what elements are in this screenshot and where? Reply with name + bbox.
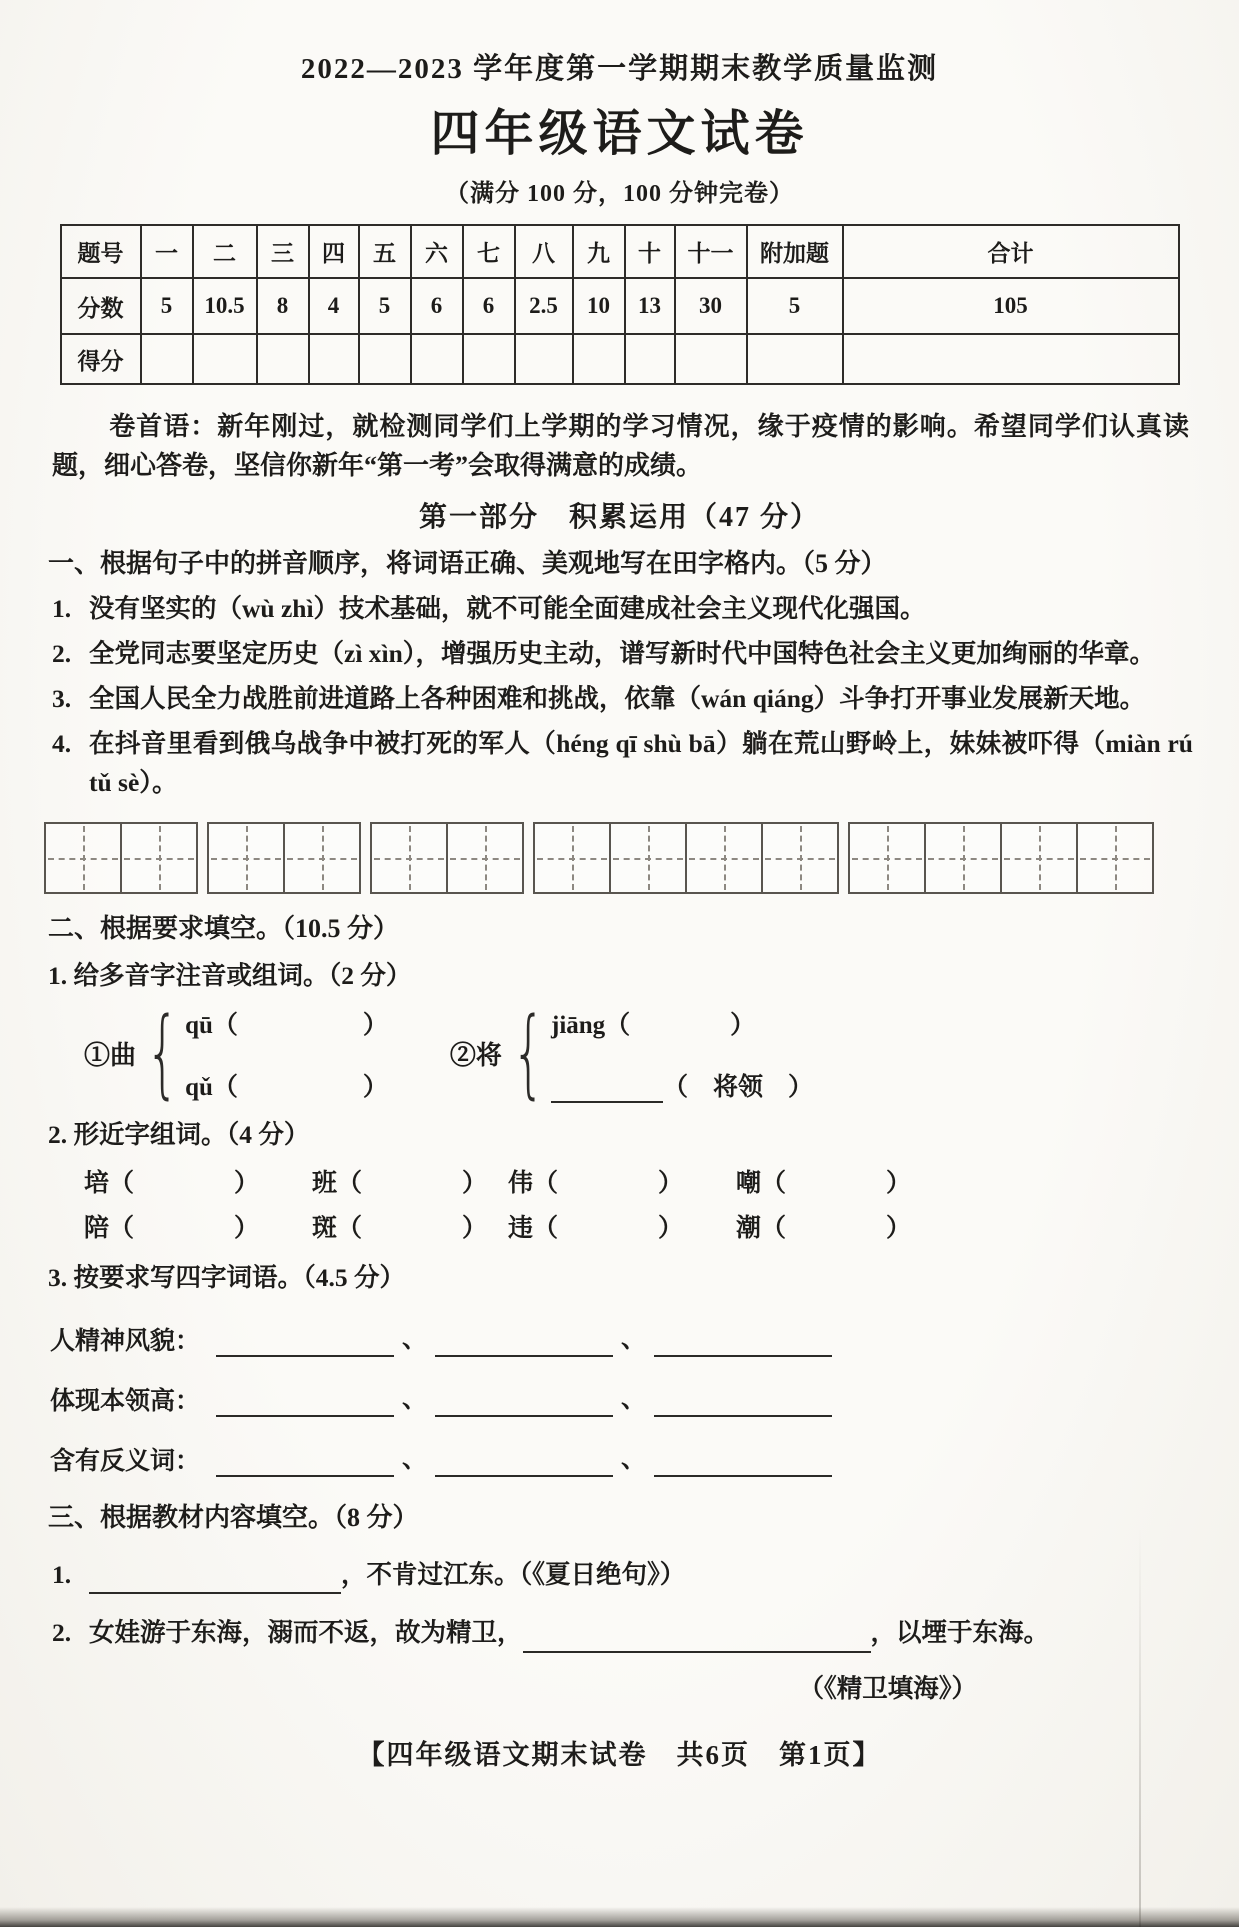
item-number: 1. <box>52 1560 72 1590</box>
answer-blank <box>216 1389 394 1417</box>
enumeration-comma: 、 <box>621 1325 647 1353</box>
enumeration-comma: 、 <box>621 1385 647 1413</box>
item-number: 2. <box>52 1618 72 1648</box>
score-table-value-cell: 5 <box>747 278 843 334</box>
answer-blank <box>523 1625 871 1653</box>
score-table-col-header: 二 <box>193 225 257 278</box>
answer-blank <box>435 1329 613 1357</box>
score-table-blank-cell <box>463 334 515 384</box>
word-blank: 伟（ ） <box>508 1169 684 1197</box>
score-table-col-header: 八 <box>515 225 573 278</box>
score-table-blank-cell <box>309 334 359 384</box>
word-blank: 斑（ ） <box>312 1214 488 1242</box>
sub-question-1-heading: 1. 给多音字注音或组词。（2 分） <box>48 960 412 990</box>
polyphone-line: qū（ ） <box>185 1011 388 1039</box>
tianzige-group <box>848 822 1154 894</box>
answer-blank <box>435 1389 613 1417</box>
score-table-col-header: 七 <box>463 225 515 278</box>
item-number: 2. <box>52 638 72 668</box>
question-three-heading: 三、根据教材内容填空。（8 分） <box>48 1502 419 1532</box>
score-table-value-cell: 5 <box>141 278 193 334</box>
score-table-col-header: 一 <box>141 225 193 278</box>
score-table-value-cell: 6 <box>411 278 463 334</box>
score-table-row-label: 分数 <box>61 278 141 334</box>
idiom-row-label: 人精神风貌： <box>50 1327 201 1355</box>
idiom-row-label: 体现本领高： <box>50 1387 201 1415</box>
score-table-blank-cell <box>675 334 747 384</box>
polyphone-line: jiāng（ ） <box>551 1011 756 1039</box>
tianzige-cell <box>283 822 361 894</box>
word-blank: 嘲（ ） <box>736 1169 912 1197</box>
item-text: ，以堙于东海。 <box>870 1618 1050 1648</box>
polyphone-line: qǔ（ ） <box>185 1073 388 1101</box>
tianzige-group <box>370 822 524 894</box>
score-table-header-row <box>61 225 1179 278</box>
polyphone-character: ②将 <box>449 1041 502 1071</box>
score-table-col-header: 五 <box>359 225 411 278</box>
score-table-row-label: 题号 <box>61 225 141 278</box>
four-char-idiom-exercise <box>50 1319 1193 1477</box>
sub-question-3-heading: 3. 按要求写四字词语。（4.5 分） <box>48 1262 406 1292</box>
score-table-blank-cell <box>141 334 193 384</box>
score-table-value-cell: 5 <box>359 278 411 334</box>
word-blank: 违（ ） <box>508 1214 684 1242</box>
tianzige-cell <box>685 822 763 894</box>
word-blank: 潮（ ） <box>736 1214 912 1242</box>
polyphone-lines <box>551 1005 813 1103</box>
question-one-heading: 一、根据句子中的拼音顺序，将词语正确、美观地写在田字格内。（5 分） <box>48 549 887 578</box>
idiom-row-label: 含有反义词： <box>50 1447 201 1475</box>
tianzige-cell <box>370 822 448 894</box>
score-table-blank-cell <box>625 334 675 384</box>
idiom-row <box>50 1379 1193 1417</box>
near-homograph-row <box>84 1208 1193 1244</box>
item-text: ，不肯过江东。（《夏日绝句》） <box>341 1560 686 1590</box>
question-item <box>52 590 1193 628</box>
tianzige-cell <box>924 822 1002 894</box>
score-table-col-header: 附加题 <box>747 225 843 278</box>
item-text: 在抖音里看到俄乌战争中被打死的军人（héng qī shù bā）躺在荒山野岭上，妹妹被吓得（miàn rú tǔ sè）。 <box>89 729 1193 797</box>
sub-question-2-heading: 2. 形近字组词。（4 分） <box>48 1119 310 1149</box>
score-table-value-cell: 105 <box>843 278 1179 334</box>
score-table-blank-cell <box>515 334 573 384</box>
score-table <box>60 224 1180 385</box>
tianzige-group <box>44 822 198 894</box>
polyphone-group-qu <box>84 996 388 1109</box>
score-table-col-header: 六 <box>411 225 463 278</box>
question-item <box>52 680 1193 718</box>
question-one-items <box>52 590 1193 802</box>
tianzige-cell <box>1076 822 1154 894</box>
idiom-row <box>50 1319 1193 1357</box>
answer-blank <box>654 1329 832 1357</box>
score-table-value-cell: 10 <box>573 278 625 334</box>
item-text: 没有坚实的（wù zhì）技术基础，就不可能全面建成社会主义现代化强国。 <box>89 593 926 623</box>
brace-icon: { <box>145 996 180 1109</box>
score-table-value-cell: 10.5 <box>193 278 257 334</box>
score-table-value-cell: 2.5 <box>515 278 573 334</box>
score-table-col-header: 四 <box>309 225 359 278</box>
tianzige-group <box>207 822 361 894</box>
question-item <box>52 1556 1191 1594</box>
score-table-gain-row <box>61 334 1179 384</box>
polyphone-line-suffix: （ 将领 ） <box>663 1073 814 1101</box>
answer-blank <box>435 1449 613 1477</box>
tianzige-cell <box>761 822 839 894</box>
score-table-value-cell: 4 <box>309 278 359 334</box>
score-table-blank-cell <box>193 334 257 384</box>
polyphone-group-jiang <box>449 996 814 1109</box>
item-text: 女娃游于东海，溺而不返，故为精卫， <box>89 1618 523 1648</box>
word-blank: 培（ ） <box>84 1169 260 1197</box>
score-table-blank-cell <box>411 334 463 384</box>
tianzige-cell <box>609 822 687 894</box>
score-table-value-cell: 13 <box>625 278 675 334</box>
score-table-value-cell: 30 <box>675 278 747 334</box>
enumeration-comma: 、 <box>621 1445 647 1473</box>
answer-blank <box>654 1449 832 1477</box>
item-number: 1. <box>52 593 72 623</box>
answer-blank <box>216 1449 394 1477</box>
score-table-blank-cell <box>747 334 843 384</box>
enumeration-comma: 、 <box>402 1325 428 1353</box>
source-citation: （《精卫填海》） <box>798 1673 977 1703</box>
tianzige-group <box>533 822 839 894</box>
score-table-col-header: 三 <box>257 225 309 278</box>
answer-blank <box>551 1075 663 1103</box>
scan-bottom-edge <box>0 1907 1239 1927</box>
exam-title: 2022—2023 学年度第一学期期末教学质量监测 <box>300 53 939 85</box>
tianzige-cell <box>120 822 198 894</box>
brace-icon: { <box>511 996 546 1109</box>
tianzige-cell <box>207 822 285 894</box>
tianzige-grid <box>44 822 1239 894</box>
near-homograph-exercise <box>84 1163 1193 1244</box>
enumeration-comma: 、 <box>402 1385 428 1413</box>
polyphone-line <box>551 1067 813 1103</box>
score-table-blank-cell <box>257 334 309 384</box>
question-item <box>52 1614 1191 1652</box>
idiom-row <box>50 1439 1193 1477</box>
question-item <box>52 635 1193 673</box>
enumeration-comma: 、 <box>402 1445 428 1473</box>
score-table-value-cell: 8 <box>257 278 309 334</box>
item-number: 4. <box>52 729 72 759</box>
score-table-col-header: 合计 <box>843 225 1179 278</box>
question-item <box>52 725 1193 802</box>
tianzige-cell <box>848 822 926 894</box>
near-homograph-row <box>84 1163 1193 1199</box>
answer-blank <box>654 1389 832 1417</box>
page-footer: 【四年级语文期末试卷 共6页 第1页】 <box>357 1739 882 1770</box>
score-table-value-cell: 6 <box>463 278 515 334</box>
word-blank: 班（ ） <box>312 1169 488 1197</box>
polyphone-exercise <box>84 996 1239 1109</box>
part-one-heading: 第一部分 积累运用（47 分） <box>418 502 820 533</box>
answer-blank <box>89 1566 341 1594</box>
score-table-col-header: 十 <box>625 225 675 278</box>
score-table-blank-cell <box>573 334 625 384</box>
tianzige-cell <box>44 822 122 894</box>
score-table-points-row <box>61 278 1179 334</box>
tianzige-cell <box>533 822 611 894</box>
answer-blank <box>216 1329 394 1357</box>
score-table-row-label: 得分 <box>61 334 141 384</box>
exam-note: （满分 100 分，100 分钟完卷） <box>445 181 794 207</box>
item-text: 全国人民全力战胜前进道路上各种困难和挑战，依靠（wán qiáng）斗争打开事业发展新天地。 <box>89 684 1146 714</box>
tianzige-cell <box>1000 822 1078 894</box>
word-blank: 陪（ ） <box>84 1214 260 1242</box>
score-table-col-header: 九 <box>573 225 625 278</box>
score-table-col-header: 十一 <box>675 225 747 278</box>
item-text: 全党同志要坚定历史（zì xìn），增强历史主动，谱写新时代中国特色社会主义更加绚丽的华章。 <box>89 638 1156 668</box>
score-table-blank-cell <box>843 334 1179 384</box>
item-number: 3. <box>52 684 72 714</box>
scan-fold-line <box>1139 1527 1141 1927</box>
question-two-heading: 二、根据要求填空。（10.5 分） <box>48 913 400 943</box>
exam-subtitle: 四年级语文试卷 <box>430 106 809 161</box>
polyphone-character: ①曲 <box>84 1041 137 1071</box>
score-table-blank-cell <box>359 334 411 384</box>
tianzige-cell <box>446 822 524 894</box>
polyphone-lines <box>185 1005 388 1103</box>
preface-paragraph: 卷首语：新年刚过，就检测同学们上学期的学习情况，缘于疫情的影响。希望同学们认真读题，细心答卷，坚信你新年“第一考”会取得满意的成绩。 <box>52 412 1189 480</box>
